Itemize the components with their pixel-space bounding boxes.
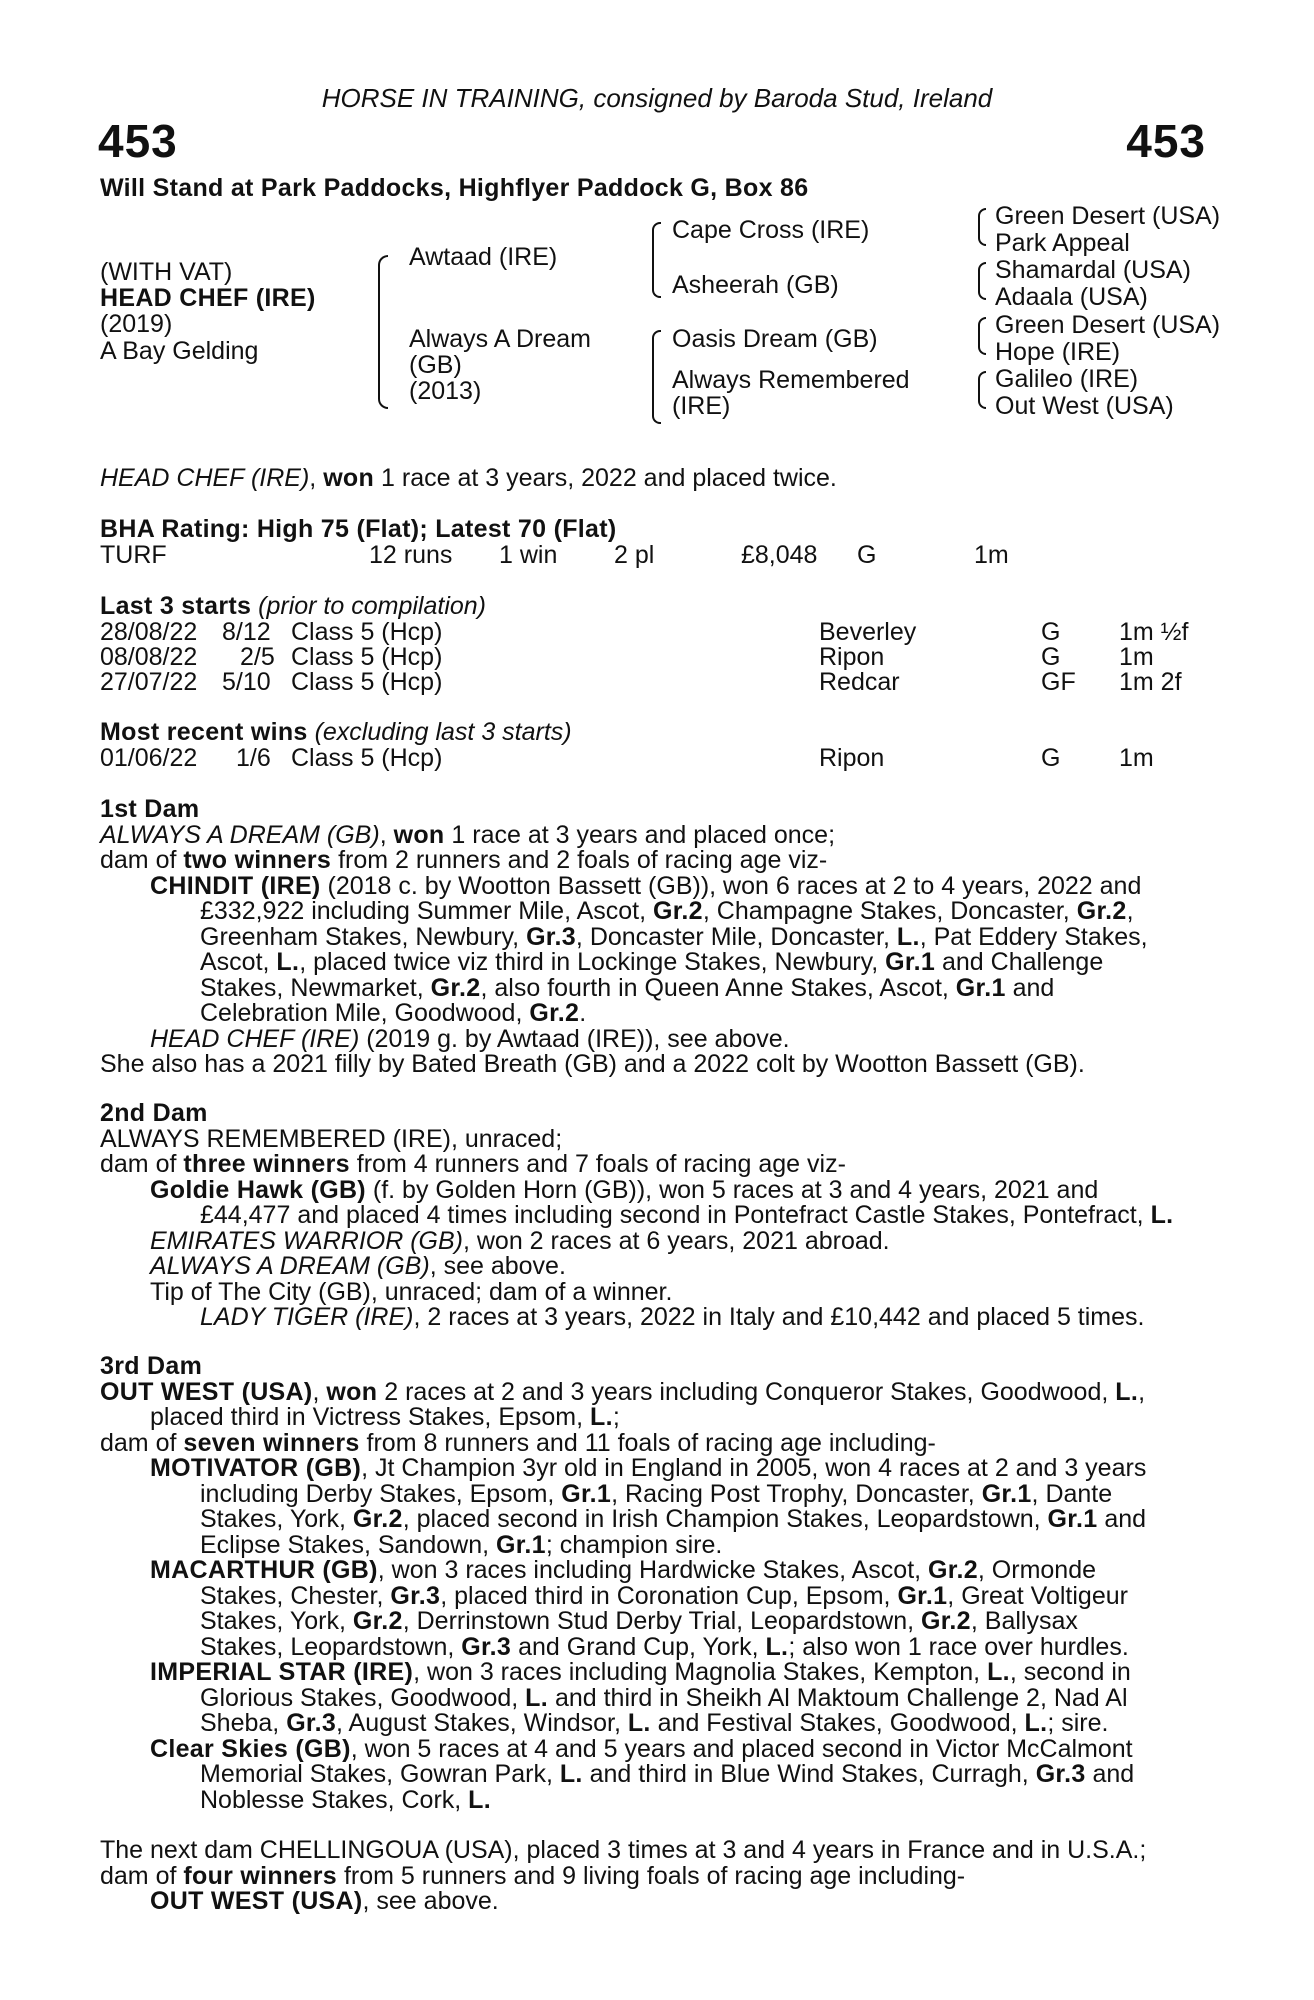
gen3-dsd: Hope (IRE) bbox=[995, 338, 1121, 366]
bha-rating: BHA Rating: High 75 (Flat); Latest 70 (Flat) bbox=[100, 515, 617, 543]
brace-gen3-4 bbox=[978, 371, 986, 409]
sire-sire: Cape Cross (IRE) bbox=[672, 216, 870, 244]
last-starts-title: Last 3 starts (prior to compilation) bbox=[100, 592, 487, 620]
dam-other-foals: She also has a 2021 filly by Bated Breath (GB) and a 2022 colt by Wootton Bassett (GB). bbox=[100, 1050, 1085, 1078]
gen3-sds: Shamardal (USA) bbox=[995, 256, 1191, 284]
dam-summary: ALWAYS REMEMBERED (IRE), unraced; bbox=[100, 1124, 563, 1153]
offspring-list: MOTIVATOR (GB), Jt Champion 3yr old in England in 2005, won 4 races at 2 and 3 years including Derby Stakes, Epsom, Gr.1, Racing Post Trophy, Doncaster, Gr.1, Dante Stakes, York, Gr.2, placed second in Irish Champion Stakes, Leopardstown, Gr.1 and Eclipse Stakes, Sandown, Gr.1; champion sire. MACARTHUR (GB), won 3 races including Hardwicke Stakes, Ascot, Gr.2, Ormonde Stakes, Chester, Gr.3, placed third in Coronation Cup, Epsom, Gr.1, Great Voltigeur Stakes, York, Gr.2, Derrinstown Stud Derby Trial, Leopardstown, Gr.2, Ballysax Stakes, Leopardstown, Gr.3 and Grand Cup, York, L.; also won 1 race over hurdles. IMPERIAL STAR (IRE), won 3 races including Magnolia Stakes, Kempton, L., second in Glorious Stakes, Goodwood, L. and third in Sheikh Al Maktoum Challenge 2, Nad Al Sheba, Gr.3, August Stakes, Windsor, L. and Festival Stakes, Goodwood, L.; sire. Clear Skies (GB), won 5 races at 4 and 5 years and placed second in Victor McCalmont Memorial Stakes, Gowran Park, L. and third in Blue Wind Stakes, Curragh, Gr.3 and Noblesse Stakes, Cork, L. bbox=[150, 1454, 1147, 1814]
offspring-head-chef: HEAD CHEF (IRE) (2019 g. by Awtaad (IRE)), see above. bbox=[150, 1024, 790, 1053]
lot-number-right: 453 bbox=[1126, 115, 1206, 167]
dam-dam-line1: Always Remembered bbox=[672, 366, 910, 394]
going: G bbox=[857, 541, 877, 569]
second-dam-section bbox=[100, 1101, 1205, 1331]
dam-line1: Always A Dream bbox=[409, 325, 592, 353]
dam-dam-line2: (IRE) bbox=[672, 392, 731, 420]
gen3-sdd: Adaala (USA) bbox=[995, 283, 1148, 311]
gen3-dds: Galileo (IRE) bbox=[995, 365, 1139, 393]
brace-gen3-1 bbox=[978, 208, 986, 246]
wins: 1 win bbox=[499, 541, 558, 569]
third-dam-section: 3rd Dam OUT WEST (USA), won 2 races at 2 and 3 years including Conqueror Stakes, Goodwood, L., placed third in Victress Stakes, Epsom, L.; dam of seven winners from 8 runners and 11 foals of racing age including- MOTIVATOR (GB), Jt Champion 3yr old in England in 2005, won 4 races at 2 and 3 years including Derby Stakes, Epsom, Gr.1, Racing Post Trophy, Doncaster, Gr.1, Dante Stakes, York, Gr.2, placed second in Irish Champion Stakes, Leopardstown, Gr.1 and Eclipse Stakes, Sandown, Gr.1; champion sire. MACARTHUR (GB), won 3 races including Hardwicke Stakes, Ascot, Gr.2, Ormonde Stakes, Chester, Gr.3, placed third in Coronation Cup, Epsom, Gr.1, Great Voltigeur Stakes, York, Gr.2, Derrinstown Stud Derby Trial, Leopardstown, Gr.2, Ballysax Stakes, Leopardstown, Gr.3 and Grand Cup, York, L.; also won 1 race over hurdles. IMPERIAL STAR (IRE), won 3 races including Magnolia Stakes, Kempton, L., second in Glorious Stakes, Goodwood, L. and third in Sheikh Al Maktoum Challenge 2, Nad Al Sheba, Gr.3, August Stakes, Windsor, L. and Festival Stakes, Goodwood, L.; sire. Clear Skies (GB), won 5 races at 4 and 5 years and placed second in Victor McCalmont Memorial Stakes, Gowran Park, L. and third in Blue Wind Stakes, Curragh, Gr.3 and Noblesse Stakes, Cork, L. bbox=[100, 1354, 1205, 1813]
next-dam-section bbox=[100, 1838, 1205, 1915]
distance: 1m bbox=[974, 541, 1009, 569]
dam-produce: dam of two winners from 2 runners and 2 foals of racing age viz- bbox=[100, 846, 828, 874]
brace-gen2-dam bbox=[652, 330, 661, 424]
gen3-sss: Green Desert (USA) bbox=[995, 202, 1221, 230]
catalogue-header: HORSE IN TRAINING, consigned by Baroda Stud, Ireland bbox=[321, 83, 993, 113]
gen3-dss: Green Desert (USA) bbox=[995, 311, 1221, 339]
offspring-chindit: CHINDIT (IRE) (2018 c. by Wootton Bassett (GB)), won 6 races at 2 to 4 years, 2022 and £332,922 including Summer Mile, Ascot, Gr.2, Champagne Stakes, Doncaster, Gr.2, Greenham Stakes, Newbury, Gr.3, Doncaster Mile, Doncaster, L., Pat Eddery Stakes, Ascot, L., placed twice viz third in Lockinge Stakes, Newbury, Gr.1 and Challenge Stakes, Newmarket, Gr.2, also fourth in Queen Anne Stakes, Ascot, Gr.1 and Celebration Mile, Goodwood, Gr.2. HEAD CHEF (IRE) (2019 g. by Awtaad (IRE)), see above. bbox=[100, 874, 1205, 1053]
dam-produce: dam of three winners from 4 runners and 7 foals of racing age viz- bbox=[100, 1150, 846, 1178]
next-dam-produce: dam of four winners from 5 runners and 9 living foals of racing age including- bbox=[100, 1861, 966, 1890]
next-dam-offspring: OUT WEST (USA), see above. bbox=[150, 1887, 499, 1915]
race-summary: HEAD CHEF (IRE), won 1 race at 3 years, 2022 and placed twice. bbox=[100, 464, 837, 492]
surface: TURF bbox=[100, 541, 167, 569]
dam-line2: (GB) bbox=[409, 351, 462, 379]
dam-summary: OUT WEST (USA), won 2 races at 2 and 3 years including Conqueror Stakes, Goodwood, L., bbox=[100, 1377, 1146, 1406]
dam-sire: Oasis Dream (GB) bbox=[672, 325, 878, 353]
brace-gen2-sire bbox=[652, 222, 661, 298]
brace-gen1 bbox=[378, 255, 388, 409]
gen3-ddd: Out West (USA) bbox=[995, 392, 1174, 420]
sire: Awtaad (IRE) bbox=[409, 243, 558, 271]
lot-number-left: 453 bbox=[98, 115, 178, 167]
brace-gen3-2 bbox=[978, 262, 986, 300]
horse-name: HEAD CHEF (IRE) bbox=[100, 284, 316, 312]
recent-wins-title: Most recent wins (excluding last 3 starts) bbox=[100, 718, 572, 746]
dam-summary: ALWAYS A DREAM (GB), won 1 race at 3 years and placed once; bbox=[100, 820, 836, 849]
placed: 2 pl bbox=[614, 541, 655, 569]
next-dam-summary: The next dam CHELLINGOUA (USA), placed 3 times at 3 and 4 years in France and in U.S.A.; bbox=[100, 1836, 1147, 1864]
horse-description: A Bay Gelding bbox=[100, 337, 259, 365]
first-dam-section bbox=[100, 797, 1205, 1078]
sire-dam: Asheerah (GB) bbox=[672, 271, 839, 299]
brace-gen3-3 bbox=[978, 317, 986, 355]
runs: 12 runs bbox=[369, 541, 453, 569]
section-title: 3rd Dam bbox=[100, 1352, 203, 1380]
vat-label: (WITH VAT) bbox=[100, 258, 233, 286]
gen3-ssd: Park Appeal bbox=[995, 229, 1130, 257]
dam-line3: (2013) bbox=[409, 377, 482, 405]
stand-location: Will Stand at Park Paddocks, Highflyer Paddock G, Box 86 bbox=[100, 174, 809, 202]
earnings: £8,048 bbox=[741, 541, 818, 569]
horse-year: (2019) bbox=[100, 310, 173, 338]
section-title: 1st Dam bbox=[100, 795, 200, 823]
dam-produce: dam of seven winners from 8 runners and 11 foals of racing age including- bbox=[100, 1428, 936, 1457]
section-title: 2nd Dam bbox=[100, 1099, 208, 1127]
offspring-list: Goldie Hawk (GB) (f. by Golden Horn (GB)), won 5 races at 3 and 4 years, 2021 and £44,477 and placed 4 times including second in Pontefract Castle Stakes, Pontefract, L. EMIRATES WARRIOR (GB), won 2 races at 6 years, 2021 abroad. ALWAYS A DREAM (GB), see above. Tip of The City (GB), unraced; dam of a winner. LADY TIGER (IRE), 2 races at 3 years, 2022 in Italy and £10,442 and placed 5 times. bbox=[150, 1175, 1174, 1331]
